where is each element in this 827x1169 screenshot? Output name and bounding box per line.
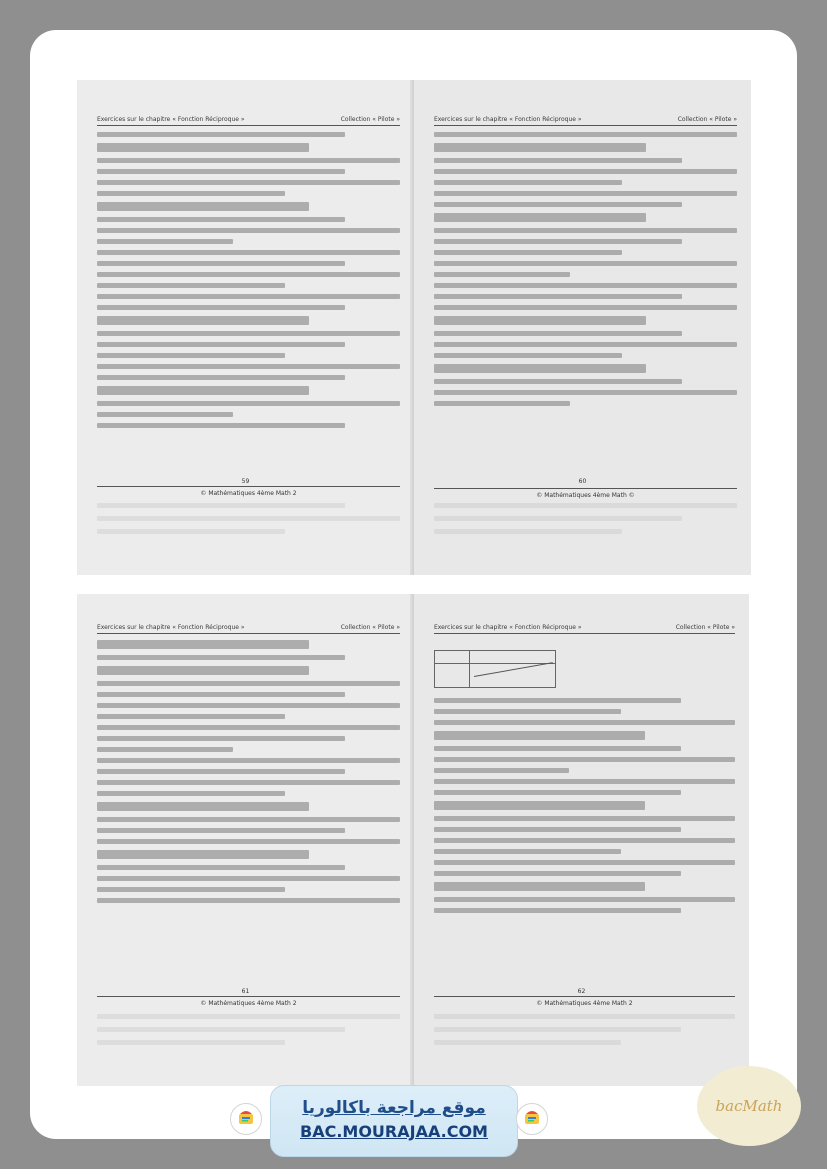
math-text-block	[97, 640, 400, 990]
page-footer: © Mathématiques 4ème Math 2	[97, 486, 400, 497]
page-header-left: Exercices sur le chapitre « Fonction Réciproque »	[434, 116, 582, 123]
page-number: 59	[241, 478, 250, 485]
bleed-through-text	[97, 503, 400, 563]
page-header	[97, 116, 400, 126]
page-header-right: Collection « Pilote »	[675, 624, 735, 631]
page-header-left: Exercices sur le chapitre « Fonction Réciproque »	[434, 624, 582, 631]
page-footer: © Mathématiques 4ème Math 2	[434, 996, 735, 1007]
scan-image-top	[77, 80, 751, 575]
scan-page-61	[77, 594, 414, 1086]
page-header	[97, 624, 400, 634]
banner-url-link[interactable]: BAC.MOURAJAA.COM	[300, 1122, 488, 1141]
scan-page-59	[77, 80, 414, 575]
variation-table	[434, 650, 556, 688]
scan-page-62	[414, 594, 749, 1086]
page-footer: © Mathématiques 4ème Math 2	[97, 996, 400, 1007]
page-number: 60	[578, 478, 587, 485]
math-text-block	[97, 132, 400, 475]
page-header-left: Exercices sur le chapitre « Fonction Réciproque »	[97, 116, 245, 123]
banner-arabic-title[interactable]: موقع مراجعة باكالوريا	[302, 1098, 486, 1118]
page-header-left: Exercices sur le chapitre « Fonction Réciproque »	[97, 624, 245, 631]
bacmath-badge	[697, 1066, 801, 1146]
page-header-right: Collection « Pilote »	[340, 624, 400, 631]
bacmath-badge-text: bacMath	[715, 1097, 783, 1115]
site-logo-icon	[516, 1103, 548, 1135]
page-header-right: Collection « Pilote »	[340, 116, 400, 123]
page-header	[434, 624, 735, 634]
scan-page-60	[414, 80, 751, 575]
bleed-through-text	[97, 1014, 400, 1074]
math-text-block	[434, 698, 735, 990]
page-footer: © Mathématiques 4ème Math ©	[434, 488, 737, 499]
site-banner[interactable]	[270, 1085, 518, 1157]
page-number: 61	[241, 988, 250, 995]
bleed-through-text	[434, 503, 737, 563]
bleed-through-text	[434, 1014, 735, 1074]
page-number: 62	[577, 988, 586, 995]
page-header	[434, 116, 737, 126]
page-header-right: Collection « Pilote »	[677, 116, 737, 123]
scan-image-bottom	[77, 594, 749, 1086]
site-logo-icon	[230, 1103, 262, 1135]
math-text-block	[434, 132, 737, 475]
